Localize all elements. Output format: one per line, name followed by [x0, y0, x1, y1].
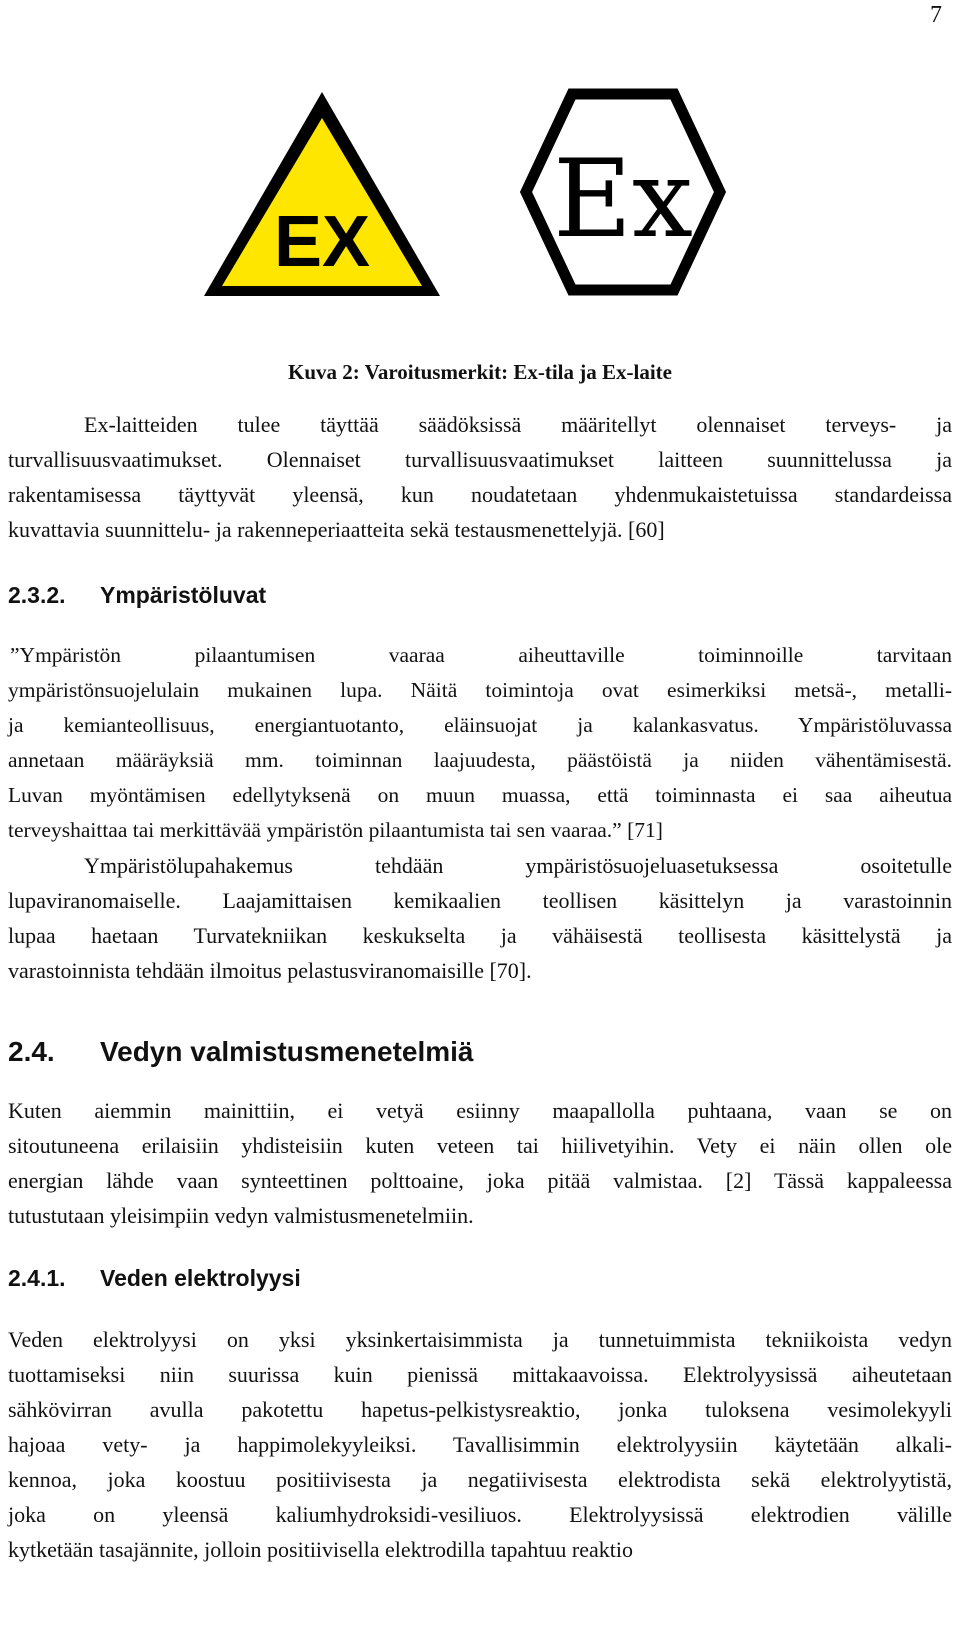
heading-number: 2.3.2.: [8, 582, 66, 608]
ex-triangle-text: EX: [273, 202, 371, 282]
text-line: lupaviranomaiselle. Laajamittaisen kemikaalien teollisen käsittelyn ja varastoinnin: [8, 888, 952, 913]
heading-2-4: [8, 1036, 474, 1068]
paragraph-hydrogen-production: [8, 1093, 952, 1233]
text-line: Luvan myöntämisen edellytyksenä on muun muassa, että toiminnasta ei saa aiheutua: [8, 783, 952, 807]
text-line: kuvattavia suunnittelu- ja rakenneperiaatteita sekä testausmenettelyjä. [60]: [8, 517, 665, 542]
text-line: turvallisuusvaatimukset. Olennaiset turvallisuusvaatimukset laitteen suunnittelussa ja: [8, 447, 952, 472]
text-line: kennoa, joka koostuu positiivisesta ja negatiivisesta elektrodista sekä elektrolyytistä,: [8, 1467, 952, 1492]
text-line: Kuten aiemmin mainittiin, ei vetyä esiinny maapallolla puhtaana, vaan se on: [8, 1098, 952, 1123]
text-line: hajoaa vety- ja happimolekyyleiksi. Tavallisimmin elektrolyysiin käytetään alkali-: [8, 1432, 952, 1457]
text-line: tutustutaan yleisimpiin vedyn valmistusmenetelmiin.: [8, 1203, 474, 1228]
heading-number: 2.4.1.: [8, 1265, 66, 1291]
figure-caption: Kuva 2: Varoitusmerkit: Ex-tila ja Ex-laite: [287, 360, 672, 384]
text-line: ja kemianteollisuus, energiantuotanto, eläinsuojat ja kalankasvatus. Ympäristöluvassa: [8, 713, 952, 737]
ex-warning-triangle-logo: [200, 88, 444, 300]
ex-hexagon-text: Ex: [553, 137, 693, 262]
page-number: 7: [930, 2, 942, 28]
text-line: sähkövirran avulla pakotettu hapetus-pelkistysreaktio, jonka tuloksena vesimolekyyli: [8, 1397, 952, 1422]
heading-2-4-1: [8, 1265, 301, 1292]
text-line: energian lähde vaan synteettinen polttoaine, joka pitää valmistaa. [2] Tässä kappaleessa: [8, 1168, 952, 1193]
paragraph-environmental-permits: [8, 638, 952, 848]
text-line: annetaan määräyksiä mm. toiminnan laajuudesta, päästöistä ja niiden vähentämisestä.: [8, 748, 952, 772]
text-line: terveyshaittaa tai merkittävää ympäristön pilaantumista tai sen vaaraa.” [71]: [8, 818, 663, 842]
text-line: lupaa haetaan Turvatekniikan keskukselta ja vähäisestä teollisesta käsittelystä ja: [8, 923, 952, 948]
heading-title: Ympäristöluvat: [100, 582, 267, 608]
text-line: ympäristönsuojelulain mukainen lupa. Näitä toimintoja ovat esimerkiksi metsä-, metalli-: [8, 678, 952, 702]
text-line: rakentamisessa täyttyvät yleensä, kun noudatetaan yhdenmukaistetuissa standardeissa: [8, 482, 952, 507]
heading-title: Vedyn valmistusmenetelmiä: [100, 1036, 474, 1067]
heading-title: Veden elektrolyysi: [100, 1265, 301, 1291]
text-line: kytketään tasajännite, jolloin positiivisella elektrodilla tapahtuu reaktio: [8, 1537, 633, 1562]
heading-2-3-2: [8, 582, 266, 609]
text-line: sitoutuneena erilaisiin yhdisteisiin kuten veteen tai hiilivetyihin. Vety ei näin ollen ole: [8, 1133, 952, 1158]
text-line: Veden elektrolyysi on yksi yksinkertaisimmista ja tunnetuimmista tekniikoista vedyn: [8, 1327, 952, 1352]
paragraph-ex-requirements: [8, 407, 952, 547]
heading-number: 2.4.: [8, 1036, 55, 1067]
paragraph-permit-application: [8, 848, 952, 988]
text-line: Ympäristölupahakemus tehdään ympäristösuojeluasetuksessa osoitetulle: [84, 853, 952, 878]
paragraph-water-electrolysis: [8, 1322, 952, 1567]
text-line: joka on yleensä kaliumhydroksidi-vesiliuos. Elektrolyysissä elektrodien välille: [8, 1502, 952, 1527]
text-line: ”Ympäristön pilaantumisen vaaraa aiheuttaville toiminnoille tarvitaan: [10, 643, 952, 667]
text-line: tuottamiseksi niin suurissa kuin pienissä mittakaavoissa. Elektrolyysissä aiheutetaan: [8, 1362, 952, 1387]
ex-hexagon-logo: [520, 88, 726, 296]
text-line: varastoinnista tehdään ilmoitus pelastusviranomaisille [70].: [8, 958, 532, 983]
text-line: Ex-laitteiden tulee täyttää säädöksissä määritellyt olennaiset terveys- ja: [84, 412, 952, 437]
